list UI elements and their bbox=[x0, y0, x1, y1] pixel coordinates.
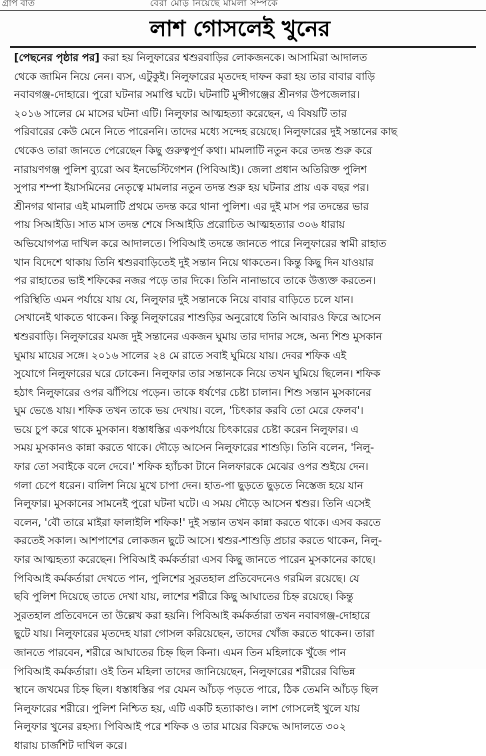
article-line: নিলুফার খুনের রহস্য। পিবিআই পরে শফিক ও তার মায়ের বিরুদ্ধে আদালতে ৩০২ bbox=[14, 721, 347, 734]
article-line-text: করা হয় নিলুফারের শ্বশুরবাড়ির লোকজনকে। আসামিরা আদালত bbox=[102, 52, 368, 64]
article-line: সুরতহাল প্রতিবেদনে তা উল্লেখ করা হয়নি। পিবিআই কর্মকর্তারা তখন নবাবগঞ্জ-দোহারে bbox=[14, 609, 371, 622]
article-line: পিবিআই কর্মকর্তারা দেখতে পান, পুলিশের সুরতহাল প্রতিবেদনেও গরমিল রয়েছে। যে bbox=[14, 572, 360, 585]
article-line: থেকেও তারা জানতে পেরেছেন কিছু গুরুত্বপূর্ণ কথা। মামলাটি নতুন করে তদন্ত শুরু করে bbox=[14, 144, 373, 157]
continued-from-tag: [পেছনের পৃষ্ঠার পর] bbox=[14, 52, 100, 64]
headline: লাশ গোসলেই খুনের bbox=[149, 16, 331, 42]
article-body bbox=[14, 49, 476, 752]
article-line: অভিযোগপত্র দাখিল করে আদালতে। পিবিআই তদন্তে জানতে পারে নিলুফারের স্বামী রাহাত bbox=[14, 237, 387, 250]
article-line: নবাবগঞ্জ-দোহারে। পুরো ঘটনার সমাপ্তি ঘটে। ঘটনাটি মুন্সীগঞ্জের শ্রীনগর উপজেলার। bbox=[14, 89, 360, 102]
article-line: ছবি পুলিশ দিয়েছে তাতে দেখা যায়, লাশের শরীরে কিছু আঘাতের চিহ্ন রয়েছে। কিন্তু bbox=[14, 591, 354, 604]
article-line: স্থানে জখমের চিহ্ন ছিল। ধস্তাধস্তির পর যেমন আঁচড় পড়তে পারে, ঠিক তেমনি আঁচড় ছিল bbox=[14, 684, 379, 697]
article-line: পিবিআই কর্মকর্তারা। ওই তিন মহিলা তাদের জানিয়েছেন, নিলুফারের শরীরের বিভিন্ন bbox=[14, 665, 356, 678]
article-line: পর রাহাতের ভাই শফিকের নজর পড়ে তার দিকে। তিনি নানাভাবে তাকে উত্ত্যক্ত করতেন। bbox=[14, 275, 376, 288]
article-line: নিলুফারের শরীরে। পুলিশ নিশ্চিত হয়, এটি একটি হত্যাকাণ্ড। লাশ গোসলেই খুলে যায় bbox=[14, 702, 360, 715]
article-line: পরিস্থিতি এমন পর্যায়ে যায় যে, নিলুফার দুই সন্তানকে নিয়ে বাবার বাড়িতে চলে যান। bbox=[14, 293, 354, 306]
article-line: ফার তো সবাইকে বলে দেবে।' শফিক হ্যাঁচকা টানে নিলফারকে মেঝের ওপর শুইয়ে দেন। bbox=[14, 461, 369, 474]
article-line: সেখানেই থাকতে থাকেন। কিন্তু নিলুফারের শাশুড়ির অনুরোধে তিনি আবারও ফিরে আসেন bbox=[14, 312, 381, 325]
strip-heading-fragment: বেরা মোড় নিয়েছে মামলা সম্পর্কে bbox=[150, 0, 278, 9]
article-line: পায় সিআইডি। সাত মাস তদন্ত শেষে সিআইডি প্ররোচিত আত্মহত্যার ৩০৬ ধারায় bbox=[14, 219, 345, 232]
article-line: বলেন, 'বৌ তারে মাইরা ফালাইলি শফিক!' দুই সন্তান তখন কান্না করতে থাকে। এসব করতে bbox=[14, 516, 381, 529]
article-line: সুপার শম্পা ইয়াসমিনের নেতৃত্বে মামলার নতুন তদন্ত শুরু হয় ঘটনার প্রায় এক বছর পর। bbox=[14, 182, 370, 195]
article-line: ঘুম ভেঙে যায়। শফিক তখন তাকে ভয় দেখায়। বলে, 'চিৎকার করবি তো মেরে ফেলব'। bbox=[14, 405, 364, 418]
article-line: করতেই সকাল। আশপাশের লোকজন ছুটে আসে। শ্বশুর-শাশুড়ি প্রচার করতে থাকেন, নিলু- bbox=[14, 535, 382, 548]
article-line: শ্বশুরবাড়ি। নিলুফারের যমজ দুই সন্তানের একজন ঘুমায় তার দাদার সঙ্গে, অন্য শিশু মুসকান bbox=[14, 330, 383, 343]
article-line: ছুটে যায়। নিলুফারের মৃতদেহ যারা গোসল করিয়েছেন, তাদের খোঁজ করতে থাকেন। তারা bbox=[14, 628, 375, 641]
article-line bbox=[14, 49, 476, 68]
article-line: পরিবারের কেউ মেনে নিতে পারেননি। তাদের মধ্যে সন্দেহ রয়েছে। নিলুফারের দুই সন্তানের কাছ bbox=[14, 126, 398, 139]
article-line: নিলুফার। মুসকানের সামনেই পুরো ঘটনা ঘটে। এ সময় দৌড়ে আসেন শ্বশুর। তিনি এসেই bbox=[14, 498, 371, 511]
article-line: ২০১৬ সালের মে মাসের ঘটনা এটি। নিলুফার আত্মহত্যা করেছেন, এ বিষয়টি তার bbox=[14, 107, 347, 120]
article-line: ফার আত্মহত্যা করেছেন। পিবিআই কর্মকর্তারা এসব কিছু জানতে পারেন মুসকানের কাছে। bbox=[14, 554, 376, 567]
masthead-strip bbox=[0, 0, 486, 10]
article-line: সময় মুসকানও কান্না করতে থাকে। দৌড়ে আসেন নিলুফারের শাশুড়ি। তিনি বলেন, 'নিলু- bbox=[14, 442, 374, 455]
paper-name-fragment: গ্রাপ বার্ত bbox=[2, 0, 35, 9]
headline-divider bbox=[10, 46, 476, 48]
article-line: ভয়ে চুপ করে থাকে মুসকান। ধস্তাধস্তির একপর্যায়ে চিৎকারের চেষ্টা করেন নিলুফার। এ bbox=[14, 423, 359, 436]
article-line: হঠাৎ নিলুফারের ওপর ঝাঁপিয়ে পড়েন। তাকে ধর্ষণের চেষ্টা চালান। শিশু সন্তান মুসকানের bbox=[14, 386, 372, 399]
article-line: শ্রীনগর থানার এই মামলাটি প্রথমে তদন্ত করে থানা পুলিশ। এর দুই মাস পর তদন্তের ভার bbox=[14, 200, 369, 213]
article-line: ঘুমায় মায়ের সঙ্গে। ২০১৬ সালের ২৪ মে রাতে সবাই ঘুমিয়ে যায়। দেবর শফিক এই bbox=[14, 349, 347, 362]
article-line: খান বিদেশে থাকায় তিনি শ্বশুরবাড়িতেই দুই সন্তান নিয়ে থাকতেন। কিন্তু কিছু দিন যাওয়ার bbox=[14, 256, 374, 269]
top-divider bbox=[0, 10, 486, 11]
article-line: সুযোগে নিলুফারের ঘরে ঢোকেন। নিলুফার তার সন্তানকে নিয়ে তখন ঘুমিয়ে ছিলেন। শফিক bbox=[14, 368, 381, 381]
article-line: থেকে জামিন নিয়ে নেন। ব্যস, এটুকুই। নিলুফারের মৃতদেহ দাফন করা হয় তার বাবার বাড়ি bbox=[14, 70, 375, 83]
article-line: ধারায় চার্জশিট দাখিল করে। bbox=[14, 739, 127, 752]
article-line: নারায়ণগঞ্জ পুলিশ ব্যুরো অব ইনভেস্টিগেশন (পিবিআই)। জেলা প্রধান অতিরিক্ত পুলিশ bbox=[14, 163, 367, 176]
article-line: জানতে পারবেন, শরীরে আঘাতের চিহ্ন ছিল কিনা। এমন তিন মহিলাকে খুঁজে পান bbox=[14, 647, 346, 659]
article-line: গলা চেপে ধরেন। বালিশ নিয়ে মুখে চাপা দেন। হাত-পা ছুড়তে ছুড়তে নিস্তেজ হয়ে যান bbox=[14, 479, 364, 492]
